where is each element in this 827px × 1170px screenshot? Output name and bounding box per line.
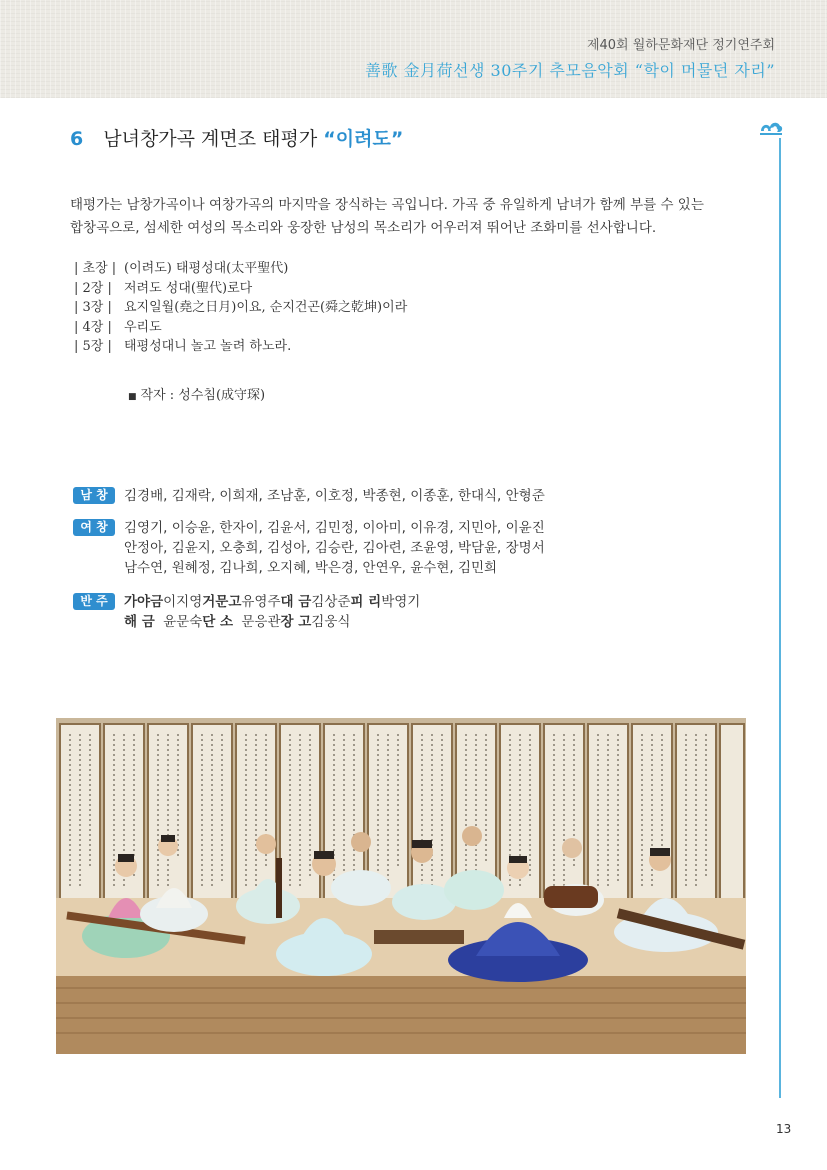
lyric-verse-label: | 초장 | <box>74 261 117 276</box>
lyric-row <box>74 259 407 279</box>
header-concert-title: 제40회 월하문화재단 정기연주회 <box>586 38 775 53</box>
section-heading <box>70 124 403 151</box>
lyric-text: (이려도) 태평성대(太平聖代) <box>124 261 289 276</box>
performer-name: 김웅식 <box>311 614 351 630</box>
performer-name: 윤문숙 <box>163 614 203 630</box>
female-chorus-names: 김영기, 이승윤, 한자이, 김윤서, 김민정, 이아미, 이유경, 지민아, 이윤진 <box>124 520 545 536</box>
right-margin-rule <box>779 138 781 1098</box>
lyric-row <box>74 318 407 338</box>
lyric-text: 요지일월(堯之日月)이요, 순지건곤(舜之乾坤)이라 <box>124 300 408 315</box>
instrument-label: 단 소 <box>202 614 234 630</box>
lyrics-list <box>74 259 407 357</box>
performer-name: 문응관 <box>241 614 281 630</box>
accompaniment-table <box>124 592 420 632</box>
female-chorus-names: 안정아, 김윤지, 오충희, 김성아, 김승란, 김아련, 조윤영, 박담윤, 장명서 <box>124 540 545 556</box>
lyric-verse-label: | 3장 | <box>74 300 112 315</box>
performance-photo <box>56 718 746 1054</box>
author-text: 작자 : 성수침(成守琛) <box>140 388 266 403</box>
instrument-label: 가야금 <box>124 594 164 610</box>
cloud-ornament-icon <box>758 114 784 140</box>
performer-name: 김상준 <box>311 594 351 610</box>
performer-name: 박영기 <box>381 594 421 610</box>
female-chorus-names: 남수연, 원혜정, 김나희, 오지혜, 박은경, 안연우, 윤수현, 김민희 <box>124 560 498 576</box>
header-memorial-title: 善歌 金月荷선생 30주기 추모음악회 “학이 머물던 자리” <box>364 61 775 80</box>
performer-name: 유영주 <box>241 594 281 610</box>
lyric-row <box>74 337 407 357</box>
lyric-row <box>74 298 407 318</box>
accompaniment-row <box>124 592 420 612</box>
lyric-text: 우리도 <box>124 319 162 335</box>
female-chorus-badge: 여 창 <box>73 519 115 536</box>
instrument-label: 피 리 <box>350 594 382 610</box>
lyric-text: 저려도 성대(聖代)로다 <box>124 280 253 296</box>
instrument-label: 대 금 <box>280 594 312 610</box>
section-number: 6 <box>70 128 84 150</box>
intro-line: 합창곡으로, 섬세한 여성의 목소리와 웅장한 남성의 목소리가 어우러져 뛰어난 조화미를 선사합니다. <box>70 220 657 236</box>
square-bullet-icon: ■ <box>128 392 137 402</box>
lyric-verse-label: | 5장 | <box>74 339 112 354</box>
page-header <box>0 0 827 98</box>
male-chorus-names: 김경배, 김재락, 이희재, 조남훈, 이호정, 박종현, 이종훈, 한대식, 안형준 <box>124 488 545 504</box>
intro-paragraph <box>70 194 710 240</box>
section-title: 남녀창가곡 계면조 태평가 <box>103 128 318 150</box>
accompaniment-badge: 반 주 <box>73 593 115 610</box>
instrument-label: 거문고 <box>202 594 242 610</box>
lyric-verse-label: | 4장 | <box>74 319 112 335</box>
section-subtitle: “이려도” <box>323 128 404 150</box>
male-chorus-badge: 남 창 <box>73 487 115 504</box>
page-number: 13 <box>776 1122 792 1136</box>
intro-line: 태평가는 남창가곡이나 여창가곡의 마지막을 장식하는 곡입니다. 가곡 중 유일하게 남녀가 함께 부를 수 있는 <box>70 197 704 213</box>
lyric-row <box>74 279 407 299</box>
instrument-label: 해 금 <box>124 614 155 630</box>
performer-name: 이지영 <box>163 594 203 610</box>
author-credit <box>128 384 265 403</box>
lyric-text: 태평성대니 놀고 놀려 하노라. <box>124 339 292 354</box>
lyric-verse-label: | 2장 | <box>74 280 112 296</box>
instrument-label: 장 고 <box>280 614 312 630</box>
accompaniment-row <box>124 612 420 632</box>
